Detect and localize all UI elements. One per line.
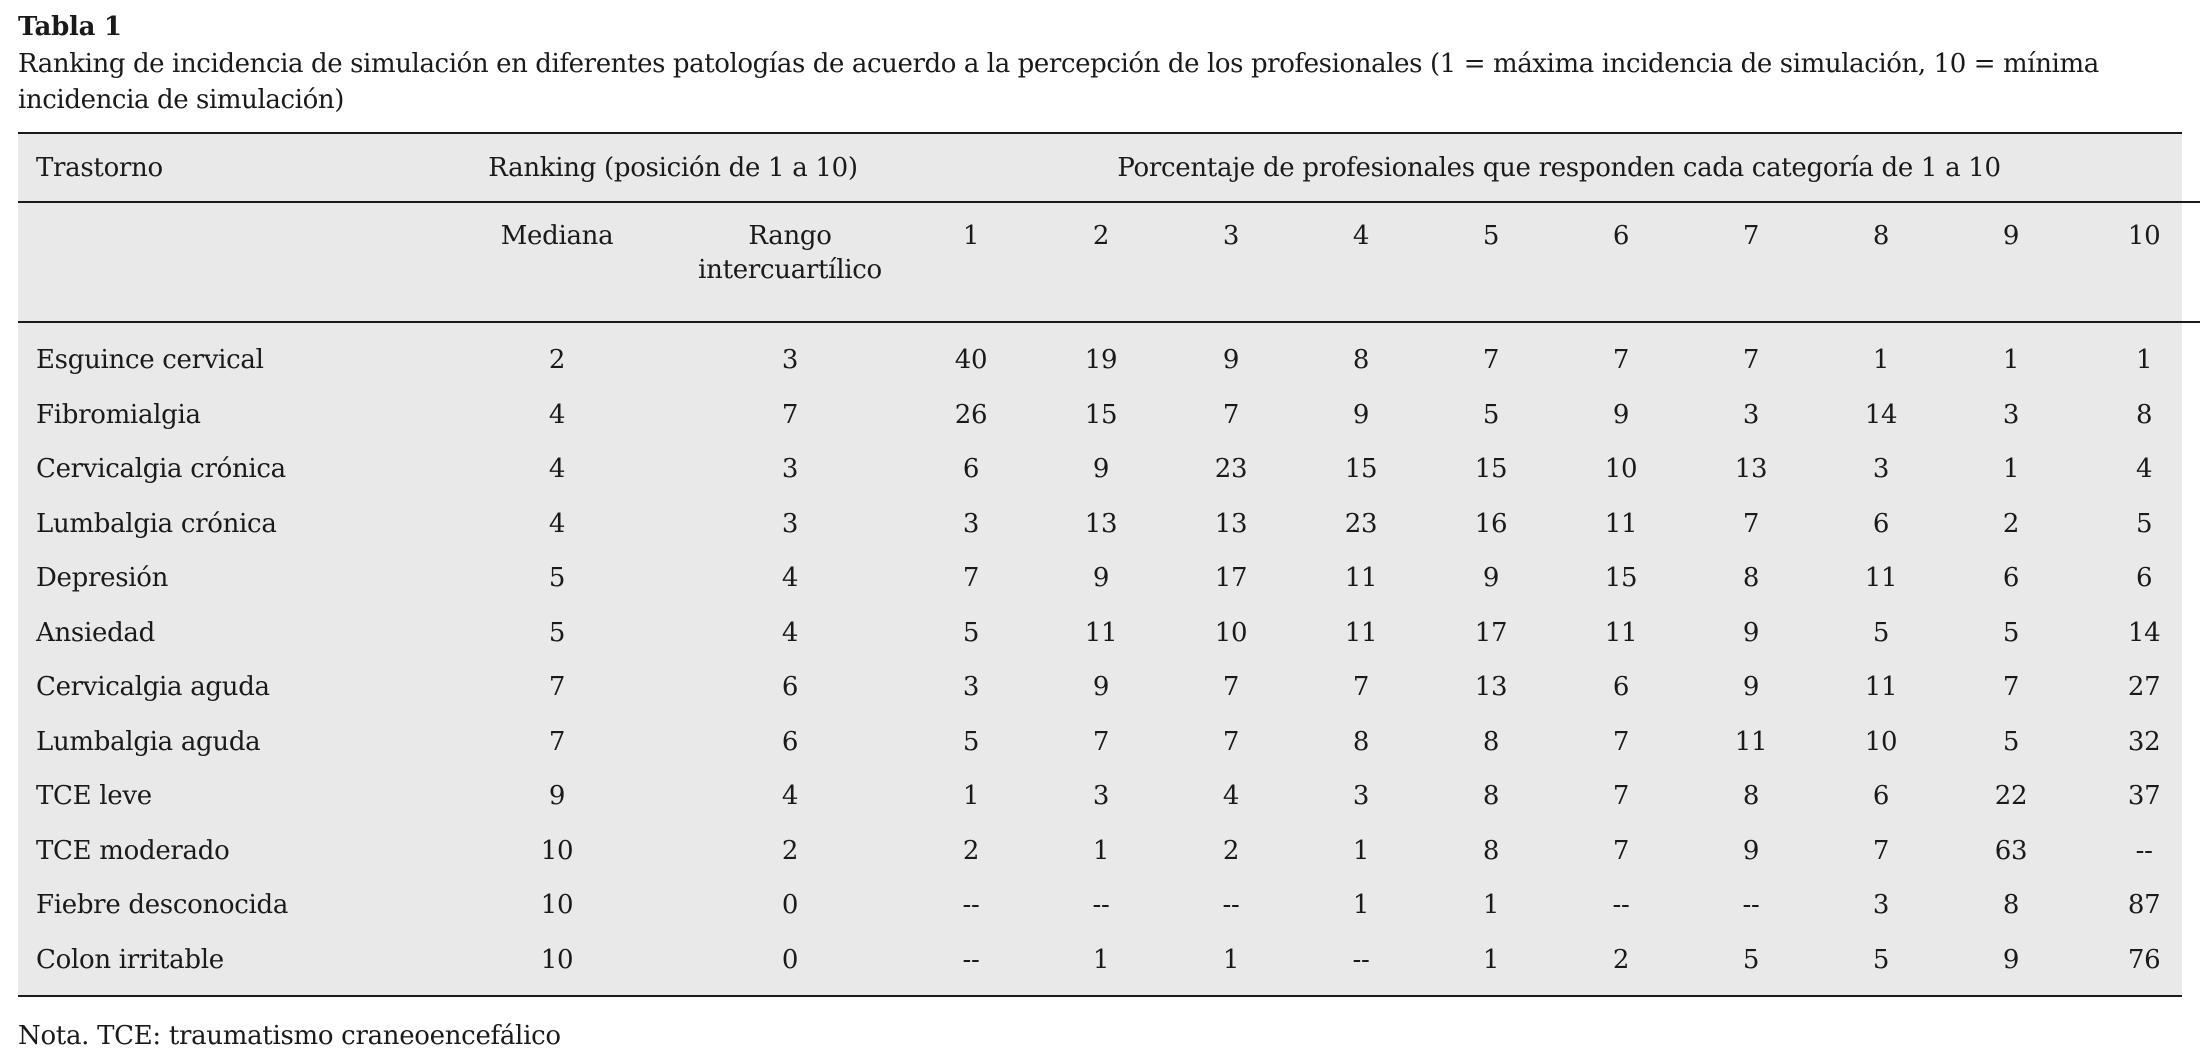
row-percentage-cell: 1 — [1222, 944, 1240, 975]
row-trastorno: TCE moderado — [36, 835, 230, 866]
row-percentage-cell: 5 — [1872, 617, 1890, 648]
header-trastorno: Trastorno — [18, 134, 440, 202]
table-row — [18, 715, 2200, 770]
row-percentage-cell: 1 — [1092, 835, 1110, 866]
row-percentage-cell: 13 — [1214, 508, 1248, 539]
header-category: 7 — [1686, 202, 1816, 322]
row-percentage-cell: 10 — [1864, 726, 1898, 757]
row-percentage-cell: 6 — [1872, 508, 1890, 539]
row-percentage-cell: 7 — [1222, 726, 1240, 757]
row-percentage-cell: 2 — [962, 835, 980, 866]
header-rango-line1: Rango — [748, 221, 832, 251]
row-percentage-cell: 23 — [1214, 454, 1248, 485]
row-percentage-cell: 7 — [1742, 508, 1760, 539]
row-percentage-cell: 11 — [1604, 508, 1638, 539]
table-figure — [18, 12, 2182, 1051]
row-percentage-cell: 14 — [1864, 399, 1898, 430]
data-table-container — [18, 132, 2182, 997]
row-percentage-cell: 32 — [2127, 726, 2161, 757]
row-percentage-cell: 3 — [1742, 399, 1760, 430]
row-rango: 3 — [781, 454, 799, 485]
row-percentage-cell: 5 — [1482, 399, 1500, 430]
row-trastorno: Fibromialgia — [36, 399, 201, 430]
row-percentage-cell: 9 — [1092, 672, 1110, 703]
row-percentage-cell: 8 — [1742, 563, 1760, 594]
row-percentage-cell: 9 — [1352, 399, 1370, 430]
row-percentage-cell: 6 — [2002, 563, 2020, 594]
row-percentage-cell: 26 — [954, 399, 988, 430]
row-mediana: 4 — [548, 399, 566, 430]
row-percentage-cell: 3 — [962, 508, 980, 539]
row-percentage-cell: 8 — [1482, 726, 1500, 757]
row-rango: 7 — [781, 399, 799, 430]
row-percentage-cell: 10 — [1214, 617, 1248, 648]
row-mediana: 10 — [540, 835, 574, 866]
row-percentage-cell: 1 — [1482, 944, 1500, 975]
row-percentage-cell: -- — [1742, 890, 1760, 921]
row-percentage-cell: 10 — [1604, 454, 1638, 485]
header-category: 3 — [1166, 202, 1296, 322]
row-percentage-cell: 15 — [1604, 563, 1638, 594]
row-percentage-cell: 13 — [1474, 672, 1508, 703]
row-percentage-cell: 9 — [1222, 345, 1240, 376]
row-percentage-cell: 6 — [1872, 781, 1890, 812]
row-percentage-cell: 1 — [962, 781, 980, 812]
row-percentage-cell: 11 — [1344, 617, 1378, 648]
row-rango: 3 — [781, 345, 799, 376]
row-percentage-cell: 7 — [1612, 726, 1630, 757]
row-trastorno: Lumbalgia aguda — [36, 726, 261, 757]
row-rango: 4 — [781, 563, 799, 594]
header-category: 2 — [1036, 202, 1166, 322]
row-percentage-cell: 9 — [1742, 672, 1760, 703]
row-percentage-cell: -- — [2135, 835, 2153, 866]
row-percentage-cell: -- — [1092, 890, 1110, 921]
row-mediana: 7 — [548, 672, 566, 703]
row-percentage-cell: 7 — [1612, 835, 1630, 866]
row-percentage-cell: 40 — [954, 345, 988, 376]
row-percentage-cell: 13 — [1084, 508, 1118, 539]
row-percentage-cell: 3 — [962, 672, 980, 703]
row-rango: 6 — [781, 672, 799, 703]
row-trastorno: Cervicalgia aguda — [36, 672, 270, 703]
row-percentage-cell: 9 — [1742, 617, 1760, 648]
row-percentage-cell: 5 — [1742, 944, 1760, 975]
row-percentage-cell: 9 — [1612, 399, 1630, 430]
table-row — [18, 660, 2200, 715]
row-trastorno: Depresión — [36, 563, 169, 594]
header-category: 9 — [1946, 202, 2076, 322]
row-percentage-cell: 3 — [1352, 781, 1370, 812]
row-percentage-cell: 5 — [1872, 944, 1890, 975]
row-percentage-cell: 11 — [1344, 563, 1378, 594]
row-percentage-cell: 7 — [1482, 345, 1500, 376]
row-percentage-cell: 27 — [2127, 672, 2161, 703]
row-percentage-cell: -- — [1612, 890, 1630, 921]
row-percentage-cell: 9 — [1092, 454, 1110, 485]
row-rango: 0 — [781, 944, 799, 975]
row-percentage-cell: 1 — [1352, 890, 1370, 921]
row-percentage-cell: 17 — [1214, 563, 1248, 594]
row-percentage-cell: 9 — [2002, 944, 2020, 975]
table-row — [18, 442, 2200, 497]
row-percentage-cell: 1 — [1092, 944, 1110, 975]
row-percentage-cell: 7 — [1742, 345, 1760, 376]
row-percentage-cell: 8 — [1352, 726, 1370, 757]
row-percentage-cell: 1 — [1482, 890, 1500, 921]
row-percentage-cell: 16 — [1474, 508, 1508, 539]
row-percentage-cell: 1 — [1352, 835, 1370, 866]
row-trastorno: Esguince cervical — [36, 345, 264, 376]
row-percentage-cell: 2 — [1222, 835, 1240, 866]
row-mediana: 10 — [540, 890, 574, 921]
row-percentage-cell: 13 — [1734, 454, 1768, 485]
row-percentage-cell: 2 — [1612, 944, 1630, 975]
table-note: Nota. TCE: traumatismo craneoencefálico — [18, 1021, 561, 1051]
row-trastorno: Ansiedad — [36, 617, 155, 648]
row-percentage-cell: 3 — [1872, 454, 1890, 485]
row-percentage-cell: 4 — [2135, 454, 2153, 485]
header-rango — [674, 202, 906, 322]
row-percentage-cell: 11 — [1734, 726, 1768, 757]
header-ranking: Ranking (posición de 1 a 10) — [440, 134, 906, 202]
header-category: 8 — [1816, 202, 1946, 322]
row-percentage-cell: 87 — [2127, 890, 2161, 921]
row-percentage-cell: 23 — [1344, 508, 1378, 539]
table-body — [18, 322, 2200, 995]
header-category: 5 — [1426, 202, 1556, 322]
row-percentage-cell: 1 — [2002, 454, 2020, 485]
table-row — [18, 322, 2200, 388]
table-label: Tabla 1 — [18, 12, 122, 42]
row-trastorno: Colon irritable — [36, 944, 224, 975]
row-percentage-cell: 11 — [1084, 617, 1118, 648]
header-category: 10 — [2076, 202, 2200, 322]
header-category: 4 — [1296, 202, 1426, 322]
row-percentage-cell: 8 — [2002, 890, 2020, 921]
header-row-top — [18, 134, 2200, 202]
row-trastorno: Lumbalgia crónica — [36, 508, 277, 539]
row-rango: 2 — [781, 835, 799, 866]
row-trastorno: Cervicalgia crónica — [36, 454, 286, 485]
row-percentage-cell: 7 — [1222, 672, 1240, 703]
row-mediana: 2 — [548, 345, 566, 376]
header-porcentaje: Porcentaje de profesionales que responden cada categoría de 1 a 10 — [906, 134, 2200, 202]
row-percentage-cell: -- — [962, 890, 980, 921]
header-rango-line2: intercuartílico — [698, 255, 882, 285]
row-percentage-cell: 7 — [1872, 835, 1890, 866]
row-percentage-cell: 7 — [1612, 781, 1630, 812]
row-percentage-cell: 8 — [1742, 781, 1760, 812]
row-percentage-cell: 17 — [1474, 617, 1508, 648]
table-row — [18, 824, 2200, 879]
row-percentage-cell: 8 — [1352, 345, 1370, 376]
row-percentage-cell: 1 — [2002, 345, 2020, 376]
row-percentage-cell: 76 — [2127, 944, 2161, 975]
row-percentage-cell: 8 — [2135, 399, 2153, 430]
row-trastorno: Fiebre desconocida — [36, 890, 289, 921]
row-percentage-cell: 11 — [1864, 563, 1898, 594]
row-rango: 3 — [781, 508, 799, 539]
row-percentage-cell: -- — [1222, 890, 1240, 921]
row-rango: 0 — [781, 890, 799, 921]
row-percentage-cell: 7 — [2002, 672, 2020, 703]
row-percentage-cell: 2 — [2002, 508, 2020, 539]
table-row — [18, 551, 2200, 606]
row-percentage-cell: -- — [962, 944, 980, 975]
row-percentage-cell: 8 — [1482, 835, 1500, 866]
row-percentage-cell: 5 — [962, 617, 980, 648]
row-percentage-cell: 22 — [1994, 781, 2028, 812]
row-percentage-cell: 3 — [2002, 399, 2020, 430]
row-percentage-cell: -- — [1352, 944, 1370, 975]
table-row — [18, 388, 2200, 443]
row-percentage-cell: 7 — [1092, 726, 1110, 757]
row-percentage-cell: 19 — [1084, 345, 1118, 376]
data-table — [18, 134, 2200, 995]
row-mediana: 4 — [548, 454, 566, 485]
row-percentage-cell: 7 — [1352, 672, 1370, 703]
row-percentage-cell: 1 — [1872, 345, 1890, 376]
header-category: 1 — [906, 202, 1036, 322]
row-percentage-cell: 37 — [2127, 781, 2161, 812]
row-percentage-cell: 3 — [1092, 781, 1110, 812]
header-mediana: Mediana — [440, 202, 674, 322]
table-row — [18, 933, 2200, 996]
row-percentage-cell: 15 — [1474, 454, 1508, 485]
row-percentage-cell: 3 — [1872, 890, 1890, 921]
row-percentage-cell: 6 — [2135, 563, 2153, 594]
row-mediana: 5 — [548, 563, 566, 594]
row-percentage-cell: 6 — [962, 454, 980, 485]
table-row — [18, 606, 2200, 661]
row-percentage-cell: 7 — [1222, 399, 1240, 430]
row-percentage-cell: 8 — [1482, 781, 1500, 812]
row-percentage-cell: 14 — [2127, 617, 2161, 648]
row-percentage-cell: 5 — [962, 726, 980, 757]
row-percentage-cell: 1 — [2135, 345, 2153, 376]
table-row — [18, 878, 2200, 933]
row-percentage-cell: 4 — [1222, 781, 1240, 812]
row-percentage-cell: 11 — [1864, 672, 1898, 703]
row-percentage-cell: 9 — [1092, 563, 1110, 594]
row-percentage-cell: 11 — [1604, 617, 1638, 648]
row-mediana: 4 — [548, 508, 566, 539]
row-mediana: 5 — [548, 617, 566, 648]
row-percentage-cell: 5 — [2002, 617, 2020, 648]
row-percentage-cell: 7 — [962, 563, 980, 594]
row-mediana: 10 — [540, 944, 574, 975]
table-row — [18, 769, 2200, 824]
row-rango: 4 — [781, 781, 799, 812]
row-rango: 4 — [781, 617, 799, 648]
row-percentage-cell: 7 — [1612, 345, 1630, 376]
row-percentage-cell: 9 — [1742, 835, 1760, 866]
row-percentage-cell: 5 — [2002, 726, 2020, 757]
row-percentage-cell: 15 — [1084, 399, 1118, 430]
row-mediana: 9 — [548, 781, 566, 812]
row-trastorno: TCE leve — [36, 781, 152, 812]
row-percentage-cell: 15 — [1344, 454, 1378, 485]
table-row — [18, 497, 2200, 552]
row-percentage-cell: 6 — [1612, 672, 1630, 703]
header-empty — [18, 202, 440, 322]
row-percentage-cell: 63 — [1994, 835, 2028, 866]
row-percentage-cell: 9 — [1482, 563, 1500, 594]
row-mediana: 7 — [548, 726, 566, 757]
header-category: 6 — [1556, 202, 1686, 322]
row-rango: 6 — [781, 726, 799, 757]
row-percentage-cell: 5 — [2135, 508, 2153, 539]
header-row-sub — [18, 202, 2200, 322]
table-caption: Ranking de incidencia de simulación en diferentes patologías de acuerdo a la percepción de los profesionales (1 = máxima incidencia de simulación, 10 = mínima incidencia de simulación) — [18, 49, 2099, 115]
